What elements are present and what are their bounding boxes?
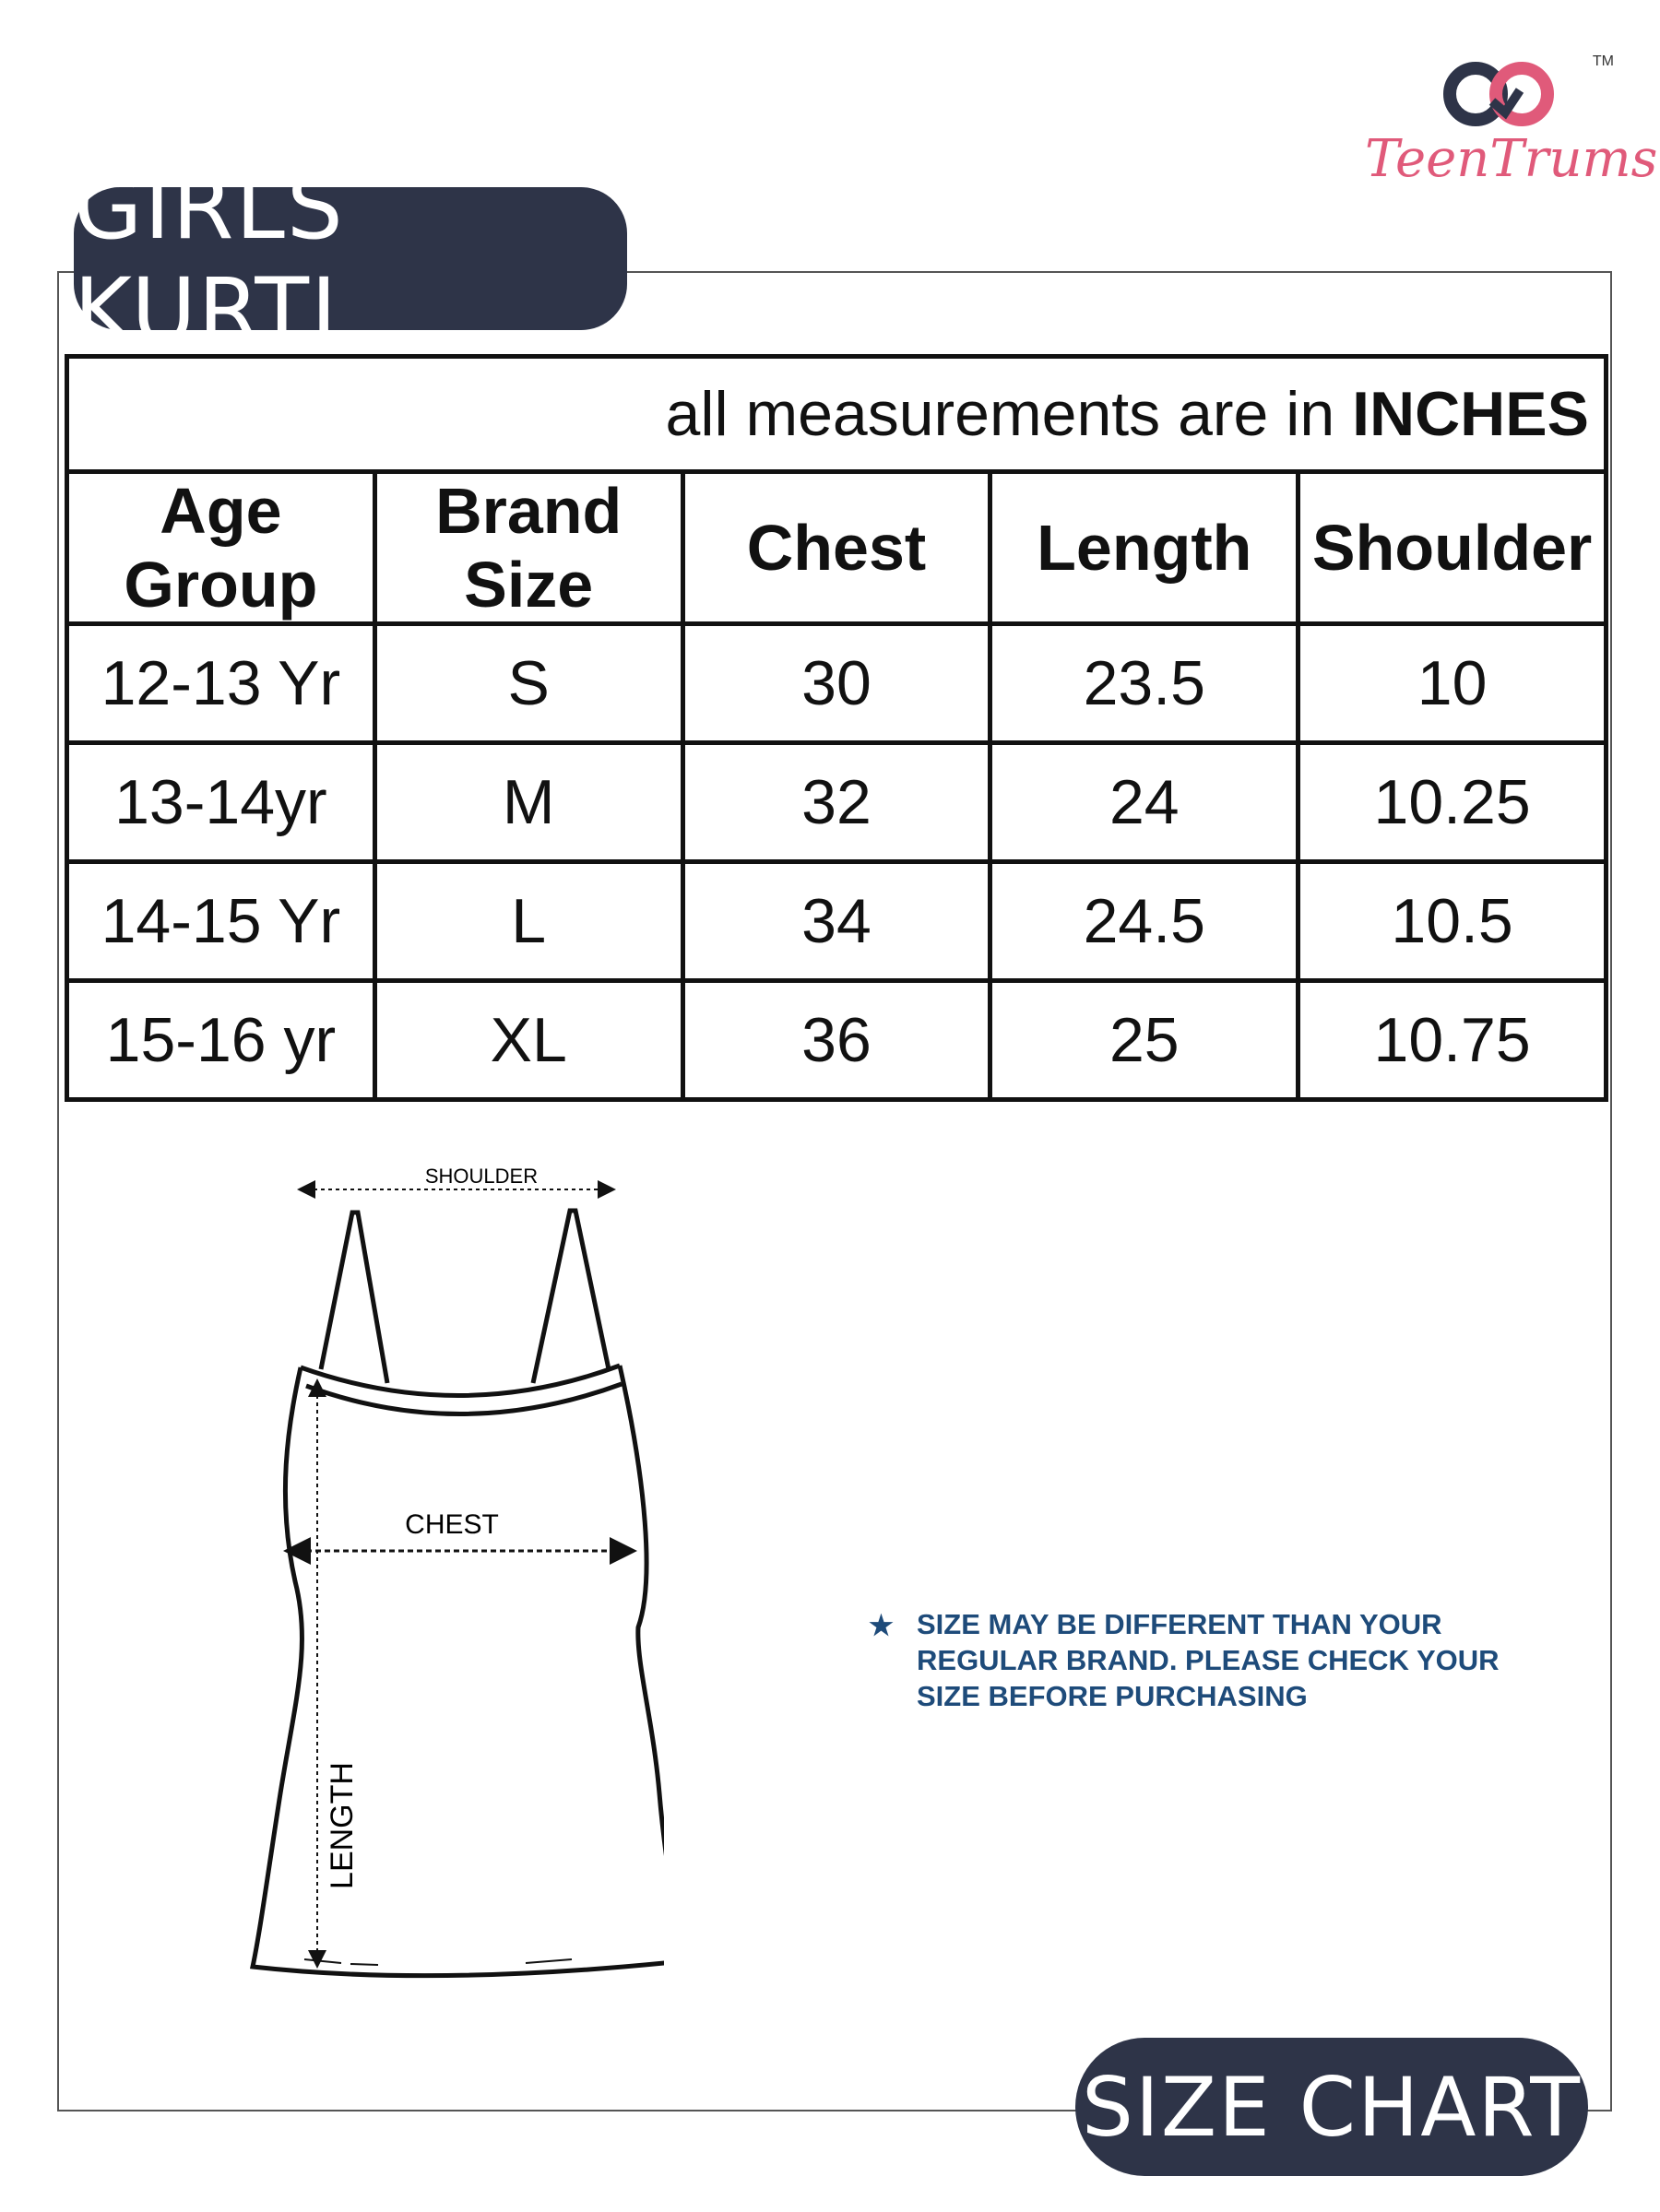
cell-age-group: 12-13 Yr (67, 624, 375, 743)
cell-age-group: 13-14yr (67, 743, 375, 862)
trademark-mark: TM (1592, 53, 1614, 69)
cell-shoulder: 10.5 (1298, 862, 1607, 981)
table-row (67, 981, 1607, 1100)
brand-logo (1365, 53, 1658, 192)
table-row (67, 743, 1607, 862)
garment-body (253, 1366, 664, 1976)
header-shoulder: Shoulder (1298, 472, 1607, 624)
cell-brand-size: XL (374, 981, 682, 1100)
cell-chest: 30 (682, 624, 990, 743)
left-strap (321, 1212, 387, 1383)
size-table (65, 354, 1608, 1102)
cell-shoulder: 10.25 (1298, 743, 1607, 862)
header-age-group: Age Group (67, 472, 375, 624)
cell-length: 23.5 (990, 624, 1298, 743)
star-icon: ★ (869, 1611, 894, 1641)
cell-length: 24.5 (990, 862, 1298, 981)
units-note-row (67, 357, 1607, 472)
units-note-unit: INCHES (1352, 379, 1589, 449)
right-strap (533, 1211, 609, 1383)
cell-brand-size: S (374, 624, 682, 743)
page-title: GIRLS KURTI (74, 187, 627, 330)
units-note-prefix: all measurements are in (665, 379, 1353, 449)
header-chest: Chest (682, 472, 990, 624)
cell-shoulder: 10 (1298, 624, 1607, 743)
footer-label: SIZE CHART (1075, 2038, 1588, 2176)
header-brand-size: Brand Size (374, 472, 682, 624)
header-length: Length (990, 472, 1298, 624)
notice-text: SIZE MAY BE DIFFERENT THAN YOUR REGULAR BRAND. PLEASE CHECK YOUR SIZE BEFORE PURCHASING (917, 1608, 1500, 1712)
brand-name: TeenTrums (1365, 129, 1658, 189)
cell-shoulder: 10.75 (1298, 981, 1607, 1100)
cell-age-group: 15-16 yr (67, 981, 375, 1100)
cell-age-group: 14-15 Yr (67, 862, 375, 981)
cell-chest: 36 (682, 981, 990, 1100)
table-header-row (67, 472, 1607, 624)
length-label: LENGTH (325, 1762, 360, 1889)
cell-brand-size: M (374, 743, 682, 862)
cell-chest: 32 (682, 743, 990, 862)
cell-chest: 34 (682, 862, 990, 981)
cell-length: 25 (990, 981, 1298, 1100)
cell-brand-size: L (374, 862, 682, 981)
table-row (67, 862, 1607, 981)
units-note (67, 357, 1607, 472)
cell-length: 24 (990, 743, 1298, 862)
shoulder-label: SHOULDER (424, 1165, 539, 1188)
table-row (67, 624, 1607, 743)
chest-label: CHEST (405, 1509, 499, 1540)
garment-diagram (240, 1148, 664, 1996)
